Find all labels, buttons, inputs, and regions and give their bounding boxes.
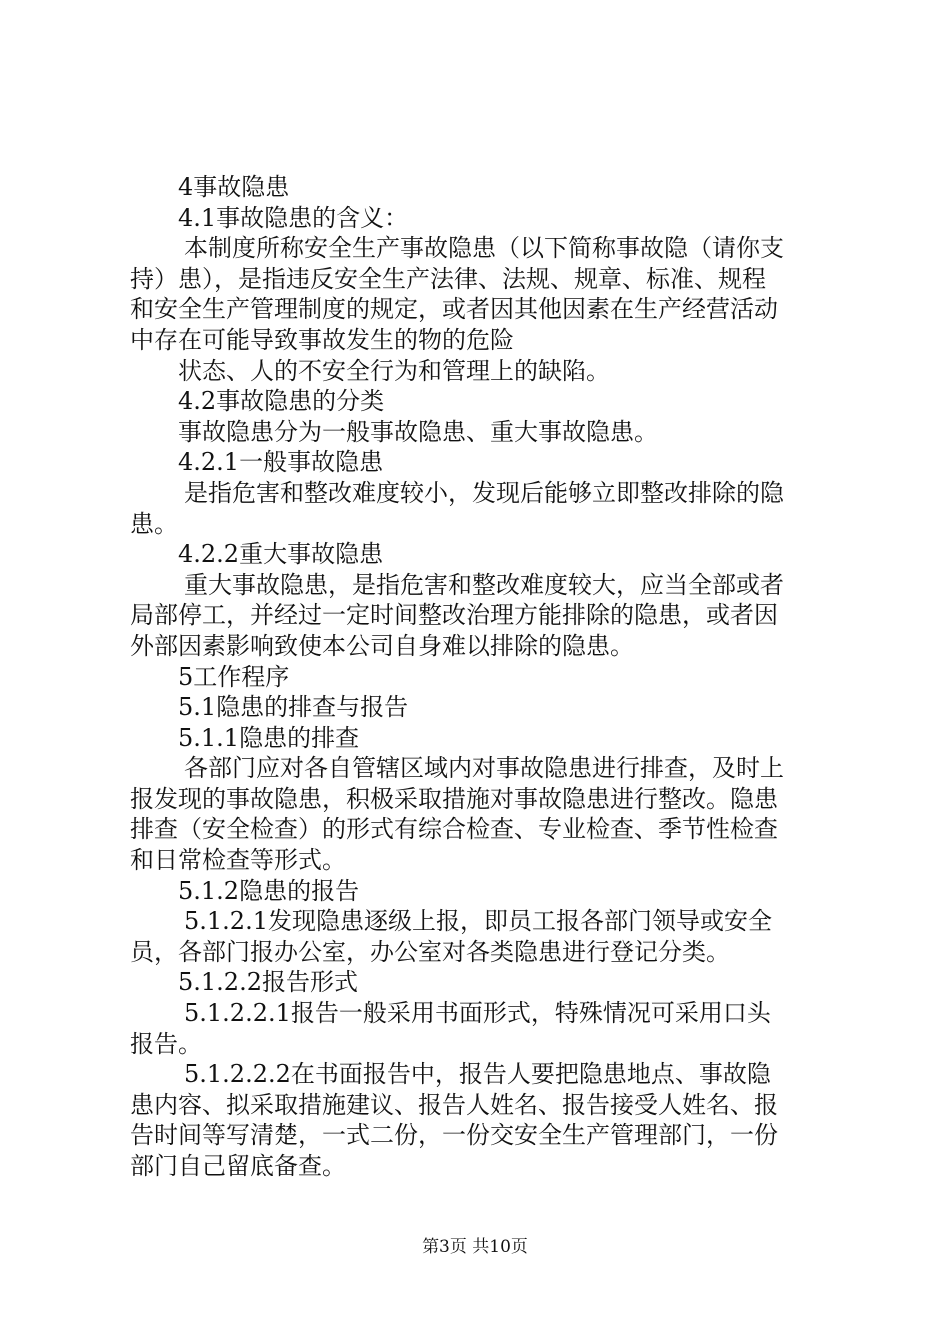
text-line: 和安全生产管理制度的规定，或者因其他因素在生产经营活动	[130, 295, 778, 324]
page-number-footer: 第3页 共10页	[422, 1237, 528, 1257]
text-line: 和日常检查等形式。	[130, 846, 346, 875]
text-line: 5.1.2.2.2在书面报告中，报告人要把隐患地点、事故隐	[184, 1060, 771, 1089]
text-line: 5.1.2隐患的报告	[178, 876, 360, 905]
text-line: 是指危害和整改难度较小，发现后能够立即整改排除的隐	[184, 478, 784, 507]
text-line: 报发现的事故隐患，积极采取措施对事故隐患进行整改。隐患	[130, 784, 778, 813]
text-line: 5工作程序	[178, 662, 290, 691]
text-line: 告时间等写清楚，一式二份，一份交安全生产管理部门，一份	[130, 1121, 778, 1150]
text-line: 5.1隐患的排查与报告	[178, 693, 409, 722]
text-line: 4.2事故隐患的分类	[178, 387, 385, 416]
text-line: 局部停工，并经过一定时间整改治理方能排除的隐患，或者因	[130, 601, 778, 630]
text-line: 5.1.2.2.1报告一般采用书面形式，特殊情况可采用口头	[184, 999, 771, 1028]
document-body	[130, 172, 830, 1182]
text-line: 状态、人的不安全行为和管理上的缺陷。	[178, 356, 610, 385]
text-line: 员，各部门报办公室，办公室对各类隐患进行登记分类。	[130, 937, 730, 966]
text-line: 持）患），是指违反安全生产法律、法规、规章、标准、规程	[130, 264, 766, 293]
text-line: 4事故隐患	[178, 173, 290, 201]
text-line: 各部门应对各自管辖区域内对事故隐患进行排查，及时上	[184, 754, 784, 783]
text-line: 4.1事故隐患的含义：	[178, 203, 409, 232]
text-line: 外部因素影响致使本公司自身难以排除的隐患。	[130, 631, 634, 660]
text-line: 部门自己留底备查。	[130, 1152, 346, 1180]
text-line: 事故隐患分为一般事故隐患、重大事故隐患。	[178, 417, 658, 446]
text-line: 4.2.1一般事故隐患	[178, 448, 384, 477]
text-line: 报告。	[130, 1029, 202, 1058]
text-line: 4.2.2重大事故隐患	[178, 540, 384, 569]
text-line: 患内容、拟采取措施建议、报告人姓名、报告接受人姓名、报	[130, 1090, 778, 1119]
text-line: 本制度所称安全生产事故隐患（以下简称事故隐（请你支	[184, 234, 784, 263]
text-line: 患。	[130, 509, 178, 538]
text-line: 5.1.2.2报告形式	[178, 968, 358, 997]
text-line: 5.1.2.1发现隐患逐级上报，即员工报各部门领导或安全	[184, 907, 772, 936]
text-line: 重大事故隐患，是指危害和整改难度较大，应当全部或者	[184, 570, 784, 599]
text-line: 排查（安全检查）的形式有综合检查、专业检查、季节性检查	[130, 815, 778, 844]
text-line: 中存在可能导致事故发生的物的危险	[130, 325, 514, 354]
text-line: 5.1.1隐患的排查	[178, 723, 360, 752]
